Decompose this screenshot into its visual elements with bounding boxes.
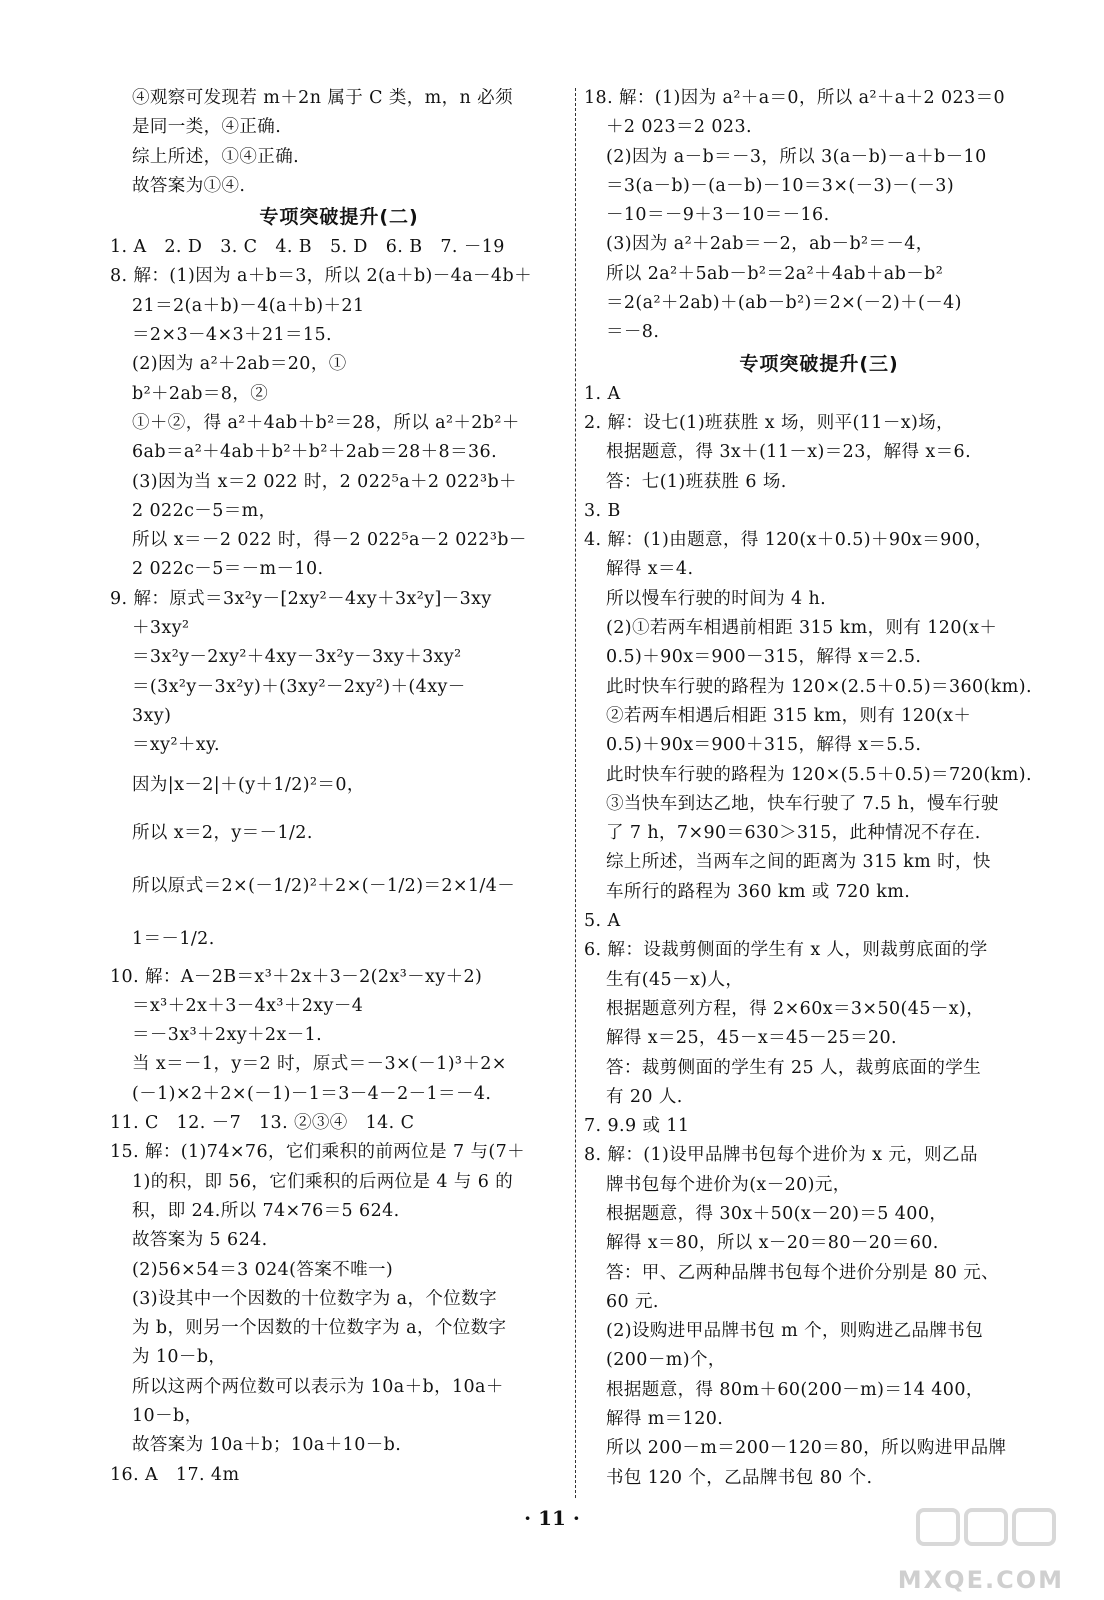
column-divider bbox=[575, 88, 576, 1498]
text-line: (2)因为 a－b＝－3，所以 3(a－b)－a＋b－10 bbox=[606, 146, 987, 167]
text-line: 为 b，则另一个因数的十位数字为 a，个位数字 bbox=[132, 1318, 507, 1339]
text-line: (3)设其中一个因数的十位数字为 a，个位数字 bbox=[132, 1288, 497, 1309]
text-line: ＝2×3－4×3＋21＝15. bbox=[132, 325, 332, 346]
text-line: 答：裁剪侧面的学生有 25 人，裁剪底面的学生 bbox=[606, 1057, 982, 1078]
text-line: (200－m)个， bbox=[606, 1350, 726, 1371]
text-line: 解得 m＝120. bbox=[606, 1409, 724, 1430]
text-line: ＝3(a－b)－(a－b)－10＝3×(－3)－(－3) bbox=[606, 175, 955, 196]
text-line: (3)因为 a²＋2ab＝－2，ab－b²＝－4， bbox=[606, 234, 934, 255]
text-line: 根据题意，得 80m＋60(200－m)＝14 400， bbox=[606, 1379, 984, 1400]
text-line: 综上所述，当两车之间的距离为 315 km 时，快 bbox=[606, 852, 991, 873]
text-line: 1. A 2. D 3. C 4. B 5. D 6. B 7. －19 bbox=[110, 237, 505, 258]
section-heading: 专项突破提升(二) bbox=[259, 206, 419, 229]
text-line: 11. C 12. －7 13. ②③④ 14. C bbox=[110, 1113, 415, 1134]
text-line: ＋3xy² bbox=[132, 618, 190, 639]
text-line: 8. 解：(1)设甲品牌书包每个进价为 x 元，则乙品 bbox=[584, 1145, 978, 1166]
text-line: 3. B bbox=[584, 500, 621, 521]
text-line: 根据题意，得 30x＋50(x－20)＝5 400， bbox=[606, 1203, 948, 1224]
text-line: 所以 2a²＋5ab－b²＝2a²＋4ab＋ab－b² bbox=[606, 263, 944, 284]
right-column bbox=[584, 84, 1054, 1493]
text-line: 生有(45－x)人， bbox=[606, 969, 744, 990]
text-line: 0.5)＋90x＝900＋315，解得 x＝5.5. bbox=[606, 735, 922, 756]
text-line: (3)因为当 x＝2 022 时，2 022⁵a＋2 022³b＋ bbox=[132, 471, 517, 492]
text-line: 牌书包每个进价为(x－20)元， bbox=[606, 1174, 851, 1195]
text-line: 6. 解：设裁剪侧面的学生有 x 人，则裁剪底面的学 bbox=[584, 940, 988, 961]
text-line: ＋2 023＝2 023. bbox=[606, 117, 752, 138]
text-line: (－1)×2＋2×(－1)－1＝3－4－2－1＝－4. bbox=[132, 1083, 492, 1104]
text-line: 3xy) bbox=[132, 705, 172, 726]
text-line: 因为|x－2|＋(y＋1/2)²＝0， bbox=[132, 774, 365, 795]
text-line: 故答案为 10a＋b；10a＋10－b. bbox=[132, 1435, 402, 1456]
text-line: 答：七(1)班获胜 6 场. bbox=[606, 471, 787, 492]
text-line: 综上所述，①④正确. bbox=[132, 146, 300, 167]
text-line: ③当快车到达乙地，快车行驶了 7.5 h，慢车行驶 bbox=[606, 793, 999, 814]
text-line: 了 7 h，7×90＝630＞315，此种情况不存在. bbox=[606, 823, 981, 844]
text-line: 7. 9.9 或 11 bbox=[584, 1116, 690, 1137]
text-line: 根据题意，得 3x＋(11－x)＝23，解得 x＝6. bbox=[606, 442, 972, 463]
text-line: 根据题意列方程，得 2×60x＝3×50(45－x)， bbox=[606, 998, 985, 1019]
text-line: 21＝2(a＋b)－4(a＋b)＋21 bbox=[132, 295, 365, 316]
text-line: 10－b， bbox=[132, 1405, 203, 1426]
text-line: (2)因为 a²＋2ab＝20，① bbox=[132, 354, 347, 375]
text-line: 车所行的路程为 360 km 或 720 km. bbox=[606, 881, 911, 902]
text-line: 所以 x＝2，y＝－1/2. bbox=[132, 822, 313, 843]
text-line: 故答案为 5 624. bbox=[132, 1230, 268, 1251]
text-line: 所以慢车行驶的时间为 4 h. bbox=[606, 588, 827, 609]
text-line: 6ab＝a²＋4ab＋b²＋b²＋2ab＝28＋8＝36. bbox=[132, 442, 498, 463]
text-line: 此时快车行驶的路程为 120×(2.5＋0.5)＝360(km). bbox=[606, 676, 1032, 697]
left-column bbox=[110, 84, 568, 1490]
text-line: 所以原式＝2×(－1/2)²＋2×(－1/2)＝2×1/4－ bbox=[132, 875, 516, 896]
text-line: 0.5)＋90x＝900－315，解得 x＝2.5. bbox=[606, 647, 922, 668]
text-line: ＝xy²＋xy. bbox=[132, 735, 220, 756]
text-line: 解得 x＝80，所以 x－20＝80－20＝60. bbox=[606, 1233, 939, 1254]
text-line: 书包 120 个，乙品牌书包 80 个. bbox=[606, 1467, 873, 1488]
text-line: 15. 解：(1)74×76，它们乘积的前两位是 7 与(7＋ bbox=[110, 1142, 526, 1163]
text-line: ①＋②，得 a²＋4ab＋b²＝28，所以 a²＋2b²＋ bbox=[132, 412, 520, 433]
text-line: ＝2(a²＋2ab)＋(ab－b²)＝2×(－2)＋(－4) bbox=[606, 293, 962, 314]
text-line: 答：甲、乙两种品牌书包每个进价分别是 80 元、 bbox=[606, 1262, 999, 1283]
text-line: 4. 解：(1)由题意，得 120(x＋0.5)＋90x＝900， bbox=[584, 530, 993, 551]
text-line: 是同一类，④正确. bbox=[132, 117, 282, 138]
text-line: (2)设购进甲品牌书包 m 个，则购进乙品牌书包 bbox=[606, 1321, 984, 1342]
section-heading: 专项突破提升(三) bbox=[739, 352, 899, 375]
text-line: (2)56×54＝3 024(答案不唯一) bbox=[132, 1259, 394, 1280]
text-line: 此时快车行驶的路程为 120×(5.5＋0.5)＝720(km). bbox=[606, 764, 1032, 785]
text-line: 解得 x＝25，45－x＝45－25＝20. bbox=[606, 1028, 898, 1049]
text-line: ＝－3x³＋2xy＋2x－1. bbox=[132, 1025, 323, 1046]
text-line: －10＝－9＋3－10＝－16. bbox=[606, 205, 830, 226]
text-line: 所以这两个两位数可以表示为 10a＋b，10a＋ bbox=[132, 1376, 504, 1397]
text-line: ＝x³＋2x＋3－4x³＋2xy－4 bbox=[132, 995, 364, 1016]
text-line: 1)的积，即 56，它们乘积的后两位是 4 与 6 的 bbox=[132, 1171, 514, 1192]
text-line: ＝(3x²y－3x²y)＋(3xy²－2xy²)＋(4xy－ bbox=[132, 676, 466, 697]
text-line: 5. A bbox=[584, 911, 621, 932]
text-line: ＝－8. bbox=[606, 322, 660, 343]
text-line: ＝3x²y－2xy²＋4xy－3x²y－3xy＋3xy² bbox=[132, 647, 462, 668]
text-line: 2 022c－5＝－m－10. bbox=[132, 559, 324, 580]
text-line: ④观察可发现若 m＋2n 属于 C 类，m，n 必须 bbox=[132, 88, 513, 108]
text-line: 10. 解：A－2B＝x³＋2x＋3－2(2x³－xy＋2) bbox=[110, 966, 483, 987]
text-line: 9. 解：原式＝3x²y－[2xy²－4xy＋3x²y]－3xy bbox=[110, 588, 492, 609]
text-line: 2. 解：设七(1)班获胜 x 场，则平(11－x)场， bbox=[584, 412, 955, 433]
text-line: b²＋2ab＝8，② bbox=[132, 383, 269, 404]
text-line: 60 元. bbox=[606, 1291, 659, 1312]
text-line: 所以 200－m＝200－120＝80，所以购进甲品牌 bbox=[606, 1438, 1007, 1459]
text-line: 所以 x＝－2 022 时，得－2 022⁵a－2 022³b－ bbox=[132, 530, 527, 551]
text-line: (2)①若两车相遇前相距 315 km，则有 120(x＋ bbox=[606, 618, 998, 639]
text-line: 16. A 17. 4m bbox=[110, 1464, 240, 1485]
watermark-text: MXQE.COM bbox=[897, 1566, 1064, 1594]
text-line: 18. 解：(1)因为 a²＋a＝0，所以 a²＋a＋2 023＝0 bbox=[584, 88, 1006, 108]
text-line: 1＝－1/2. bbox=[132, 928, 215, 949]
text-line: 为 10－b， bbox=[132, 1347, 227, 1368]
text-line: ②若两车相遇后相距 315 km，则有 120(x＋ bbox=[606, 705, 972, 726]
text-line: 解得 x＝4. bbox=[606, 559, 694, 580]
text-line: 2 022c－5＝m， bbox=[132, 500, 277, 521]
text-line: 1. A bbox=[584, 383, 621, 404]
text-line: 积，即 24.所以 74×76＝5 624. bbox=[132, 1200, 400, 1221]
text-line: 故答案为①④. bbox=[132, 175, 246, 196]
text-line: 8. 解：(1)因为 a＋b＝3，所以 2(a＋b)－4a－4b＋ bbox=[110, 266, 532, 287]
text-line: 当 x＝－1，y＝2 时，原式＝－3×(－1)³＋2× bbox=[132, 1054, 507, 1075]
text-line: 有 20 人. bbox=[606, 1086, 683, 1107]
page-number: · 11 · bbox=[524, 1506, 580, 1530]
